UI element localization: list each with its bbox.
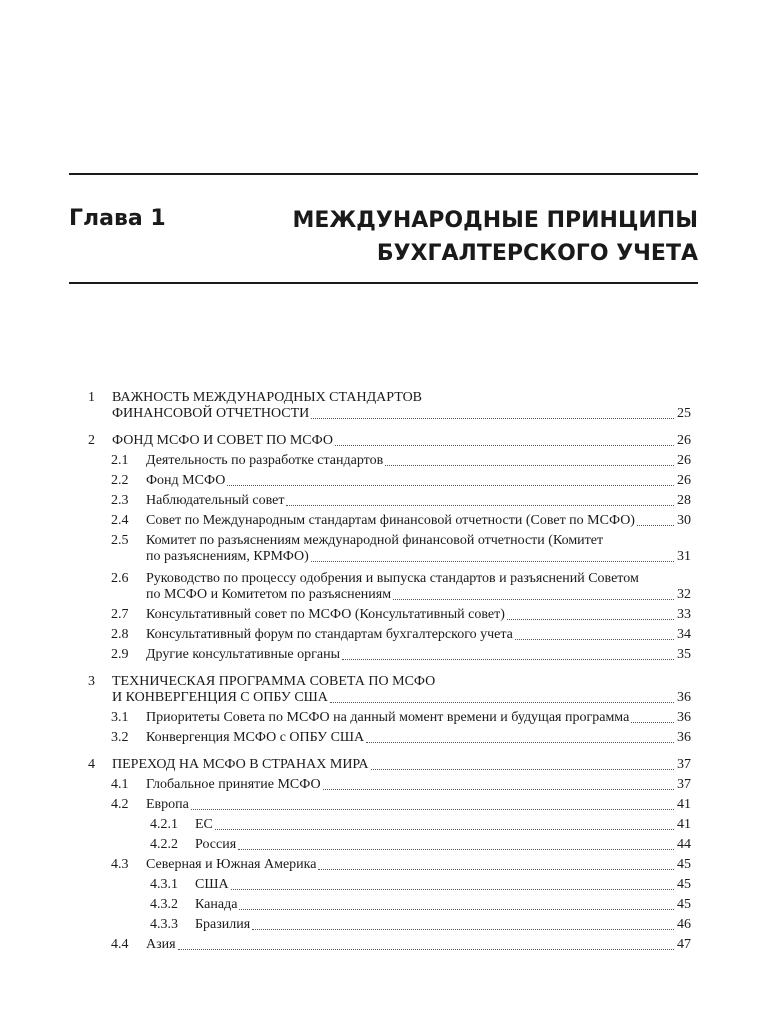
toc-number: 2.1	[111, 453, 129, 468]
toc-entry-text: ЕС	[195, 817, 213, 832]
dot-leader	[239, 909, 674, 910]
toc-row	[0, 688, 768, 708]
chapter-title	[292, 204, 698, 270]
toc-row	[0, 585, 768, 605]
toc-entry-text: Комитет по разъяснениям международной финансовой отчетности (Комитет	[146, 533, 604, 548]
toc-row	[0, 511, 768, 531]
dot-leader	[215, 829, 674, 830]
toc-number: 4.2.1	[150, 817, 178, 832]
toc-page-number: 45	[677, 897, 691, 912]
toc-entry-text: Бразилия	[195, 917, 251, 932]
toc-entry-text: ВАЖНОСТЬ МЕЖДУНАРОДНЫХ СТАНДАРТОВ	[112, 390, 423, 405]
toc-entry-text: Консультативный совет по МСФО (Консультативный совет)	[146, 607, 505, 622]
toc-row	[0, 835, 768, 855]
toc-page-number: 36	[677, 710, 691, 725]
toc-entry-text: Конвергенция МСФО с ОПБУ США	[146, 730, 365, 745]
toc-row	[0, 875, 768, 895]
toc-entry-text: Азия	[146, 937, 176, 952]
toc-row	[0, 451, 768, 471]
toc-entry-text: Северная и Южная Америка	[146, 857, 317, 872]
toc-page-number: 25	[677, 406, 691, 421]
toc-page-number: 33	[677, 607, 691, 622]
toc-row	[0, 855, 768, 875]
toc-entry-text: Деятельность по разработке стандартов	[146, 453, 384, 468]
toc-entry-text: Другие консультативные органы	[146, 647, 340, 662]
toc-page-number: 36	[677, 730, 691, 745]
dot-leader	[318, 869, 674, 870]
toc-row	[0, 625, 768, 645]
toc-entry-text: Фонд МСФО	[146, 473, 226, 488]
dot-leader	[238, 849, 674, 850]
dot-leader	[323, 789, 674, 790]
toc-page-number: 26	[677, 433, 691, 448]
toc-number: 4.2	[111, 797, 129, 812]
toc-entry-text: Наблюдательный совет	[146, 493, 285, 508]
toc-number: 4.2.2	[150, 837, 178, 852]
dot-leader	[227, 485, 674, 486]
chapter-label: Глава 1	[69, 206, 166, 231]
toc-entry-text: Руководство по процессу одобрения и выпуска стандартов и разъяснений Советом	[146, 571, 639, 586]
toc-number: 1	[88, 390, 95, 405]
header-top-rule	[69, 173, 698, 175]
toc-number: 2.7	[111, 607, 129, 622]
toc-number: 3.2	[111, 730, 129, 745]
toc-row	[0, 404, 768, 424]
toc-number: 2.6	[111, 571, 129, 586]
toc-number: 2.8	[111, 627, 129, 642]
toc-page-number: 32	[677, 587, 691, 602]
toc-number: 4.3.1	[150, 877, 178, 892]
toc-page-number: 37	[677, 757, 691, 772]
toc-row	[0, 795, 768, 815]
dot-leader	[385, 465, 674, 466]
toc-entry-text: ФОНД МСФО И СОВЕТ ПО МСФО	[112, 433, 333, 448]
header-bottom-rule	[69, 282, 698, 284]
toc-row	[0, 775, 768, 795]
toc-number: 4.1	[111, 777, 129, 792]
toc-page-number: 44	[677, 837, 691, 852]
toc-page-number: 26	[677, 453, 691, 468]
dot-leader	[507, 619, 674, 620]
toc-entry-text: Совет по Международным стандартам финансовой отчетности (Совет по МСФО)	[146, 513, 635, 528]
toc-number: 2.9	[111, 647, 129, 662]
toc-row	[0, 645, 768, 665]
toc-row	[0, 605, 768, 625]
toc-entry-text: США	[195, 877, 229, 892]
toc-page-number: 46	[677, 917, 691, 932]
dot-leader	[231, 889, 674, 890]
dot-leader	[393, 599, 674, 600]
toc-number: 2.5	[111, 533, 129, 548]
toc-row	[0, 431, 768, 451]
toc-row	[0, 915, 768, 935]
toc-entry-text: ТЕХНИЧЕСКАЯ ПРОГРАММА СОВЕТА ПО МСФО	[112, 674, 436, 689]
toc-page-number: 45	[677, 877, 691, 892]
toc-number: 2.3	[111, 493, 129, 508]
toc-row	[0, 815, 768, 835]
toc-row	[0, 491, 768, 511]
toc-row	[0, 728, 768, 748]
dot-leader	[637, 525, 674, 526]
toc-entry-text: Канада	[195, 897, 238, 912]
dot-leader	[178, 949, 674, 950]
toc-row	[0, 895, 768, 915]
toc-entry-text: Россия	[195, 837, 237, 852]
toc-number: 4	[88, 757, 95, 772]
toc-page-number: 31	[677, 549, 691, 564]
toc-number: 2.4	[111, 513, 129, 528]
toc-entry-text: И КОНВЕРГЕНЦИЯ С ОПБУ США	[112, 690, 328, 705]
toc-entry-text: по МСФО и Комитетом по разъяснениям	[146, 587, 392, 602]
toc-page-number: 35	[677, 647, 691, 662]
toc-entry-text: Глобальное принятие МСФО	[146, 777, 321, 792]
dot-leader	[342, 659, 674, 660]
toc-row	[0, 755, 768, 775]
toc-entry-text: ПЕРЕХОД НА МСФО В СТРАНАХ МИРА	[112, 757, 369, 772]
dot-leader	[515, 639, 674, 640]
toc-page-number: 34	[677, 627, 691, 642]
toc-number: 4.3	[111, 857, 129, 872]
dot-leader	[311, 418, 674, 419]
chapter-title-line-2: БУХГАЛТЕРСКОГО УЧЕТА	[376, 241, 698, 266]
toc-page-number: 47	[677, 937, 691, 952]
toc-page-number: 41	[677, 797, 691, 812]
toc-page-number: 36	[677, 690, 691, 705]
dot-leader	[366, 742, 674, 743]
toc-number: 2	[88, 433, 95, 448]
toc-page-number: 45	[677, 857, 691, 872]
dot-leader	[335, 445, 674, 446]
toc-page-number: 41	[677, 817, 691, 832]
toc-entry-text: ФИНАНСОВОЙ ОТЧЕТНОСТИ	[112, 406, 310, 421]
dot-leader	[371, 769, 674, 770]
dot-leader	[311, 561, 674, 562]
dot-leader	[191, 809, 674, 810]
toc-page-number: 30	[677, 513, 691, 528]
toc-entry-text: Консультативный форум по стандартам бухгалтерского учета	[146, 627, 513, 642]
toc-row	[0, 708, 768, 728]
toc-number: 4.3.2	[150, 897, 178, 912]
dot-leader	[330, 702, 674, 703]
dot-leader	[631, 722, 674, 723]
toc-row	[0, 547, 768, 567]
dot-leader	[252, 929, 674, 930]
toc-entry-text: по разъяснениям, КРМФО)	[146, 549, 309, 564]
toc-number: 4.3.3	[150, 917, 178, 932]
dot-leader	[286, 505, 674, 506]
toc-number: 4.4	[111, 937, 129, 952]
toc-number: 3.1	[111, 710, 129, 725]
toc-page-number: 37	[677, 777, 691, 792]
toc-entry-text: Европа	[146, 797, 189, 812]
toc-page-number: 26	[677, 473, 691, 488]
toc-number: 3	[88, 674, 95, 689]
toc-entry-text: Приоритеты Совета по МСФО на данный момент времени и будущая программа	[146, 710, 630, 725]
toc-number: 2.2	[111, 473, 129, 488]
toc-row	[0, 471, 768, 491]
toc-page-number: 28	[677, 493, 691, 508]
toc-row	[0, 935, 768, 955]
chapter-title-line-1: МЕЖДУНАРОДНЫЕ ПРИНЦИПЫ	[292, 208, 698, 233]
